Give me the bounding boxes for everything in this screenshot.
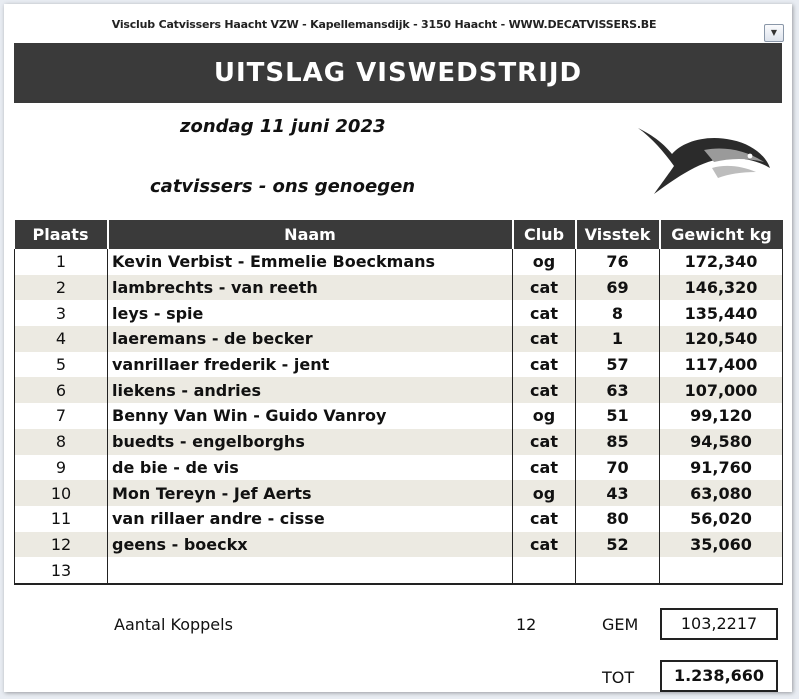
weight-cell: 146,320 bbox=[660, 275, 783, 301]
name-cell: de bie - de vis bbox=[108, 455, 513, 481]
name-cell: van rillaer andre - cisse bbox=[108, 506, 513, 532]
table-row bbox=[15, 506, 783, 532]
place-cell: 8 bbox=[15, 429, 108, 455]
club-cell: og bbox=[513, 480, 576, 506]
club-cell: cat bbox=[513, 352, 576, 378]
table-row bbox=[15, 249, 783, 275]
average-value: 103,2217 bbox=[660, 608, 778, 640]
table-row bbox=[15, 455, 783, 481]
column-header-gewicht: Gewicht kg bbox=[660, 220, 783, 249]
table-row bbox=[15, 352, 783, 378]
table-row bbox=[15, 300, 783, 326]
place-cell: 9 bbox=[15, 455, 108, 481]
results-sheet bbox=[4, 4, 792, 692]
club-cell: cat bbox=[513, 300, 576, 326]
name-cell: liekens - andries bbox=[108, 377, 513, 403]
place-cell: 11 bbox=[15, 506, 108, 532]
weight-cell: 120,540 bbox=[660, 326, 783, 352]
name-cell: geens - boeckx bbox=[108, 532, 513, 558]
place-cell: 12 bbox=[15, 532, 108, 558]
club-cell: cat bbox=[513, 377, 576, 403]
name-cell bbox=[108, 557, 513, 584]
name-cell: Benny Van Win - Guido Vanroy bbox=[108, 403, 513, 429]
event-subtitle: catvissers - ons genoegen bbox=[150, 176, 416, 197]
spot-cell bbox=[576, 557, 660, 584]
spot-cell: 80 bbox=[576, 506, 660, 532]
club-cell: cat bbox=[513, 506, 576, 532]
weight-cell: 135,440 bbox=[660, 300, 783, 326]
club-cell: cat bbox=[513, 275, 576, 301]
weight-cell: 172,340 bbox=[660, 249, 783, 275]
place-cell: 4 bbox=[15, 326, 108, 352]
place-cell: 13 bbox=[15, 557, 108, 584]
total-value: 1.238,660 bbox=[660, 660, 778, 692]
place-cell: 1 bbox=[15, 249, 108, 275]
name-cell: Kevin Verbist - Emmelie Boeckmans bbox=[108, 249, 513, 275]
club-cell: cat bbox=[513, 532, 576, 558]
spot-cell: 63 bbox=[576, 377, 660, 403]
name-cell: leys - spie bbox=[108, 300, 513, 326]
results-body bbox=[15, 249, 783, 584]
column-header-visstek: Visstek bbox=[576, 220, 660, 249]
spot-cell: 51 bbox=[576, 403, 660, 429]
spot-cell: 69 bbox=[576, 275, 660, 301]
table-row bbox=[15, 532, 783, 558]
table-row bbox=[15, 480, 783, 506]
event-date: zondag 11 juni 2023 bbox=[180, 116, 386, 137]
weight-cell: 94,580 bbox=[660, 429, 783, 455]
table-header-row bbox=[15, 220, 783, 249]
spot-cell: 76 bbox=[576, 249, 660, 275]
spot-cell: 70 bbox=[576, 455, 660, 481]
spot-cell: 85 bbox=[576, 429, 660, 455]
weight-cell bbox=[660, 557, 783, 584]
table-row bbox=[15, 429, 783, 455]
name-cell: buedts - engelborghs bbox=[108, 429, 513, 455]
club-cell: og bbox=[513, 249, 576, 275]
table-row bbox=[15, 377, 783, 403]
place-cell: 6 bbox=[15, 377, 108, 403]
weight-cell: 99,120 bbox=[660, 403, 783, 429]
column-header-plaats: Plaats bbox=[15, 220, 108, 249]
place-cell: 3 bbox=[15, 300, 108, 326]
column-header-naam: Naam bbox=[108, 220, 513, 249]
weight-cell: 107,000 bbox=[660, 377, 783, 403]
name-cell: lambrechts - van reeth bbox=[108, 275, 513, 301]
place-cell: 10 bbox=[15, 480, 108, 506]
results-table bbox=[14, 220, 783, 585]
weight-cell: 35,060 bbox=[660, 532, 783, 558]
name-cell: laeremans - de becker bbox=[108, 326, 513, 352]
weight-cell: 91,760 bbox=[660, 455, 783, 481]
page-title: UITSLAG VISWEDSTRIJD bbox=[14, 43, 782, 103]
spot-cell: 52 bbox=[576, 532, 660, 558]
column-header-club: Club bbox=[513, 220, 576, 249]
club-cell bbox=[513, 557, 576, 584]
table-row bbox=[15, 403, 783, 429]
spot-cell: 43 bbox=[576, 480, 660, 506]
name-cell: vanrillaer frederik - jent bbox=[108, 352, 513, 378]
total-label: TOT bbox=[602, 668, 635, 687]
weight-cell: 63,080 bbox=[660, 480, 783, 506]
average-label: GEM bbox=[602, 615, 639, 634]
club-info-line: Visclub Catvissers Haacht VZW - Kapellemansdijk - 3150 Haacht - WWW.DECATVISSERS.BE bbox=[111, 18, 657, 31]
table-row bbox=[15, 557, 783, 584]
club-cell: cat bbox=[513, 326, 576, 352]
koppels-label: Aantal Koppels bbox=[114, 615, 233, 634]
table-row bbox=[15, 275, 783, 301]
weight-cell: 56,020 bbox=[660, 506, 783, 532]
weight-cell: 117,400 bbox=[660, 352, 783, 378]
spot-cell: 1 bbox=[576, 326, 660, 352]
place-cell: 2 bbox=[15, 275, 108, 301]
spot-cell: 57 bbox=[576, 352, 660, 378]
fish-logo-icon bbox=[634, 122, 776, 202]
dropdown-arrow-icon[interactable]: ▼ bbox=[764, 24, 784, 42]
table-row bbox=[15, 326, 783, 352]
club-cell: og bbox=[513, 403, 576, 429]
spot-cell: 8 bbox=[576, 300, 660, 326]
club-cell: cat bbox=[513, 455, 576, 481]
koppels-value: 12 bbox=[516, 615, 537, 634]
club-cell: cat bbox=[513, 429, 576, 455]
place-cell: 5 bbox=[15, 352, 108, 378]
name-cell: Mon Tereyn - Jef Aerts bbox=[108, 480, 513, 506]
place-cell: 7 bbox=[15, 403, 108, 429]
